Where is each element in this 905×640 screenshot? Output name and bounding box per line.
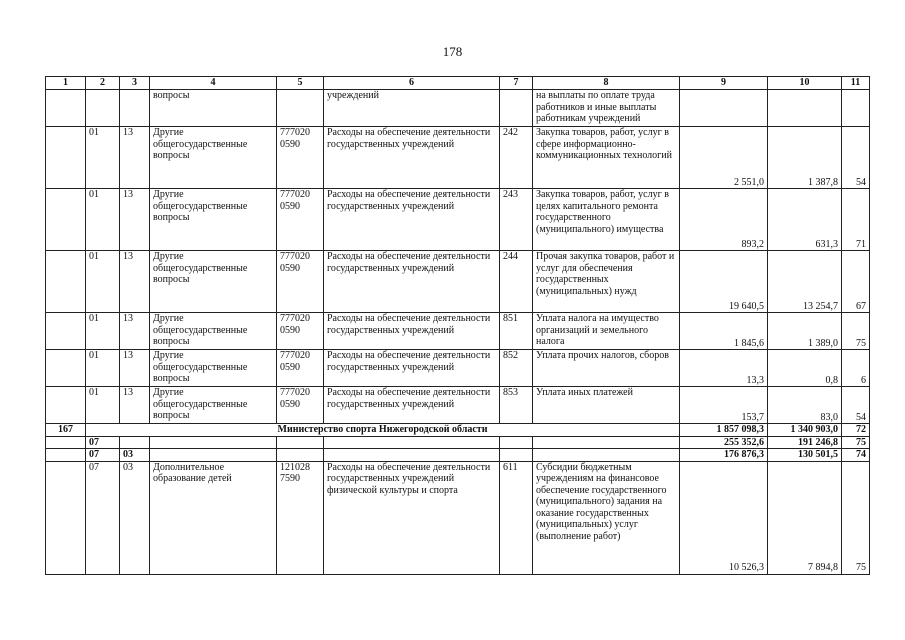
table-row bbox=[46, 189, 870, 251]
cell-plan: 893,2 bbox=[680, 189, 768, 251]
cell-plan: 19 640,5 bbox=[680, 251, 768, 313]
table-row bbox=[46, 90, 870, 127]
cell-expense-type: 243 bbox=[500, 189, 533, 251]
cell-subsection: 13 bbox=[120, 251, 150, 313]
cell-plan: 1 857 098,3 bbox=[680, 424, 768, 437]
header-cell: 1 bbox=[46, 77, 86, 90]
cell-subsection bbox=[120, 90, 150, 127]
section-row bbox=[46, 436, 870, 449]
subsection-row bbox=[46, 449, 870, 462]
cell-target-name: Расходы на обеспечение деятельности государственных учреждений bbox=[324, 251, 500, 313]
cell-subsection-name: Другие общегосударственные вопросы bbox=[150, 350, 277, 387]
cell-target-name: Расходы на обеспечение деятельности государственных учреждений bbox=[324, 387, 500, 424]
cell-executed: 1 389,0 bbox=[768, 313, 842, 350]
cell-executed: 7 894,8 bbox=[768, 461, 842, 574]
cell-section: 01 bbox=[86, 313, 120, 350]
cell-expense-type bbox=[500, 449, 533, 462]
cell-subsection-name bbox=[150, 436, 277, 449]
cell-subsection: 13 bbox=[120, 387, 150, 424]
cell-target-code: 777020 0590 bbox=[277, 350, 324, 387]
cell-plan: 2 551,0 bbox=[680, 127, 768, 189]
cell-section bbox=[86, 90, 120, 127]
cell-target-name: Расходы на обеспечение деятельности государственных учреждений bbox=[324, 350, 500, 387]
cell-executed: 13 254,7 bbox=[768, 251, 842, 313]
cell-expense-type: 851 bbox=[500, 313, 533, 350]
cell-plan bbox=[680, 90, 768, 127]
cell-subsection-name: Дополнительное образование детей bbox=[150, 461, 277, 574]
cell-percent: 54 bbox=[842, 127, 870, 189]
cell-code bbox=[46, 127, 86, 189]
cell-target-name: Расходы на обеспечение деятельности государственных учреждений bbox=[324, 189, 500, 251]
cell-percent: 67 bbox=[842, 251, 870, 313]
cell-code bbox=[46, 387, 86, 424]
cell-expense-name: Закупка товаров, работ, услуг в целях капитального ремонта государственного (муниципального) имущества bbox=[533, 189, 680, 251]
cell-section: 07 bbox=[86, 461, 120, 574]
cell-subsection: 03 bbox=[120, 449, 150, 462]
header-cell: 3 bbox=[120, 77, 150, 90]
ministry-row bbox=[46, 424, 870, 437]
cell-code bbox=[46, 90, 86, 127]
cell-section: 01 bbox=[86, 127, 120, 189]
table-row bbox=[46, 461, 870, 574]
cell-code bbox=[46, 313, 86, 350]
cell-target-code: 777020 0590 bbox=[277, 313, 324, 350]
cell-percent: 71 bbox=[842, 189, 870, 251]
cell-section: 07 bbox=[86, 449, 120, 462]
cell-expense-name: Закупка товаров, работ, услуг в сфере информационно-коммуникационных технологий bbox=[533, 127, 680, 189]
cell-target-name bbox=[324, 449, 500, 462]
cell-plan: 1 845,6 bbox=[680, 313, 768, 350]
cell-expense-type bbox=[500, 436, 533, 449]
cell-subsection: 13 bbox=[120, 313, 150, 350]
header-cell: 10 bbox=[768, 77, 842, 90]
cell-target-code: 777020 0590 bbox=[277, 251, 324, 313]
cell-expense-name bbox=[533, 449, 680, 462]
header-cell: 6 bbox=[324, 77, 500, 90]
header-cell: 9 bbox=[680, 77, 768, 90]
cell-subsection: 03 bbox=[120, 461, 150, 574]
cell-target-code: 777020 0590 bbox=[277, 127, 324, 189]
cell-expense-name: Уплата налога на имущество организаций и земельного налога bbox=[533, 313, 680, 350]
cell-percent: 72 bbox=[842, 424, 870, 437]
cell-percent: 75 bbox=[842, 461, 870, 574]
cell-code bbox=[46, 251, 86, 313]
cell-subsection-name: Другие общегосударственные вопросы bbox=[150, 189, 277, 251]
cell-expense-name bbox=[533, 436, 680, 449]
cell-executed: 0,8 bbox=[768, 350, 842, 387]
cell-percent: 54 bbox=[842, 387, 870, 424]
cell-percent bbox=[842, 90, 870, 127]
cell-code bbox=[46, 461, 86, 574]
cell-target-code: 777020 0590 bbox=[277, 387, 324, 424]
cell-expense-type: 244 bbox=[500, 251, 533, 313]
budget-table bbox=[45, 76, 870, 575]
cell-code bbox=[46, 436, 86, 449]
cell-target-code bbox=[277, 436, 324, 449]
ministry-name: Министерство спорта Нижегородской области bbox=[86, 424, 680, 437]
cell-percent: 75 bbox=[842, 436, 870, 449]
cell-expense-name: Уплата иных платежей bbox=[533, 387, 680, 424]
header-cell: 7 bbox=[500, 77, 533, 90]
cell-section: 01 bbox=[86, 189, 120, 251]
cell-plan: 255 352,6 bbox=[680, 436, 768, 449]
cell-expense-type: 852 bbox=[500, 350, 533, 387]
header-cell: 5 bbox=[277, 77, 324, 90]
cell-target-code: 777020 0590 bbox=[277, 189, 324, 251]
cell-plan: 10 526,3 bbox=[680, 461, 768, 574]
cell-percent: 6 bbox=[842, 350, 870, 387]
cell-executed: 83,0 bbox=[768, 387, 842, 424]
cell-code bbox=[46, 189, 86, 251]
cell-plan: 13,3 bbox=[680, 350, 768, 387]
cell-subsection-name: Другие общегосударственные вопросы bbox=[150, 313, 277, 350]
header-cell: 11 bbox=[842, 77, 870, 90]
table-row bbox=[46, 313, 870, 350]
table-row bbox=[46, 127, 870, 189]
table-row bbox=[46, 350, 870, 387]
cell-section: 01 bbox=[86, 387, 120, 424]
cell-target-code bbox=[277, 449, 324, 462]
cell-subsection-name bbox=[150, 449, 277, 462]
cell-plan: 176 876,3 bbox=[680, 449, 768, 462]
cell-subsection: 13 bbox=[120, 350, 150, 387]
cell-subsection: 13 bbox=[120, 189, 150, 251]
cell-target-code bbox=[277, 90, 324, 127]
cell-executed bbox=[768, 90, 842, 127]
cell-expense-name: на выплаты по оплате труда работников и иные выплаты работникам учреждений bbox=[533, 90, 680, 127]
cell-subsection-name: вопросы bbox=[150, 90, 277, 127]
cell-percent: 75 bbox=[842, 313, 870, 350]
page-number: 178 bbox=[442, 44, 463, 59]
cell-code bbox=[46, 449, 86, 462]
cell-section: 01 bbox=[86, 251, 120, 313]
cell-expense-type: 242 bbox=[500, 127, 533, 189]
cell-executed: 1 387,8 bbox=[768, 127, 842, 189]
cell-target-name: учреждений bbox=[324, 90, 500, 127]
cell-section: 01 bbox=[86, 350, 120, 387]
header-cell: 2 bbox=[86, 77, 120, 90]
cell-subsection-name: Другие общегосударственные вопросы bbox=[150, 251, 277, 313]
cell-subsection bbox=[120, 436, 150, 449]
cell-percent: 74 bbox=[842, 449, 870, 462]
cell-subsection: 13 bbox=[120, 127, 150, 189]
cell-subsection-name: Другие общегосударственные вопросы bbox=[150, 387, 277, 424]
cell-executed: 1 340 903,0 bbox=[768, 424, 842, 437]
cell-plan: 153,7 bbox=[680, 387, 768, 424]
cell-expense-name: Уплата прочих налогов, сборов bbox=[533, 350, 680, 387]
cell-section: 07 bbox=[86, 436, 120, 449]
cell-target-name: Расходы на обеспечение деятельности государственных учреждений bbox=[324, 127, 500, 189]
cell-expense-type: 853 bbox=[500, 387, 533, 424]
cell-target-name: Расходы на обеспечение деятельности государственных учреждений bbox=[324, 313, 500, 350]
cell-target-name bbox=[324, 436, 500, 449]
table-row bbox=[46, 251, 870, 313]
header-cell: 8 bbox=[533, 77, 680, 90]
ministry-code: 167 bbox=[46, 424, 86, 437]
cell-code bbox=[46, 350, 86, 387]
cell-target-name: Расходы на обеспечение деятельности государственных учреждений физической культуры и спорта bbox=[324, 461, 500, 574]
cell-executed: 130 501,5 bbox=[768, 449, 842, 462]
cell-target-code: 121028 7590 bbox=[277, 461, 324, 574]
header-cell: 4 bbox=[150, 77, 277, 90]
header-row bbox=[46, 77, 870, 90]
cell-executed: 191 246,8 bbox=[768, 436, 842, 449]
table-row bbox=[46, 387, 870, 424]
cell-executed: 631,3 bbox=[768, 189, 842, 251]
cell-expense-type bbox=[500, 90, 533, 127]
cell-expense-name: Субсидии бюджетным учреждениям на финансовое обеспечение государственного (муниципального) задания на оказание государственных (муниципальных) услуг (выполнение работ) bbox=[533, 461, 680, 574]
cell-subsection-name: Другие общегосударственные вопросы bbox=[150, 127, 277, 189]
cell-expense-name: Прочая закупка товаров, работ и услуг для обеспечения государственных (муниципальных) нужд bbox=[533, 251, 680, 313]
cell-expense-type: 611 bbox=[500, 461, 533, 574]
